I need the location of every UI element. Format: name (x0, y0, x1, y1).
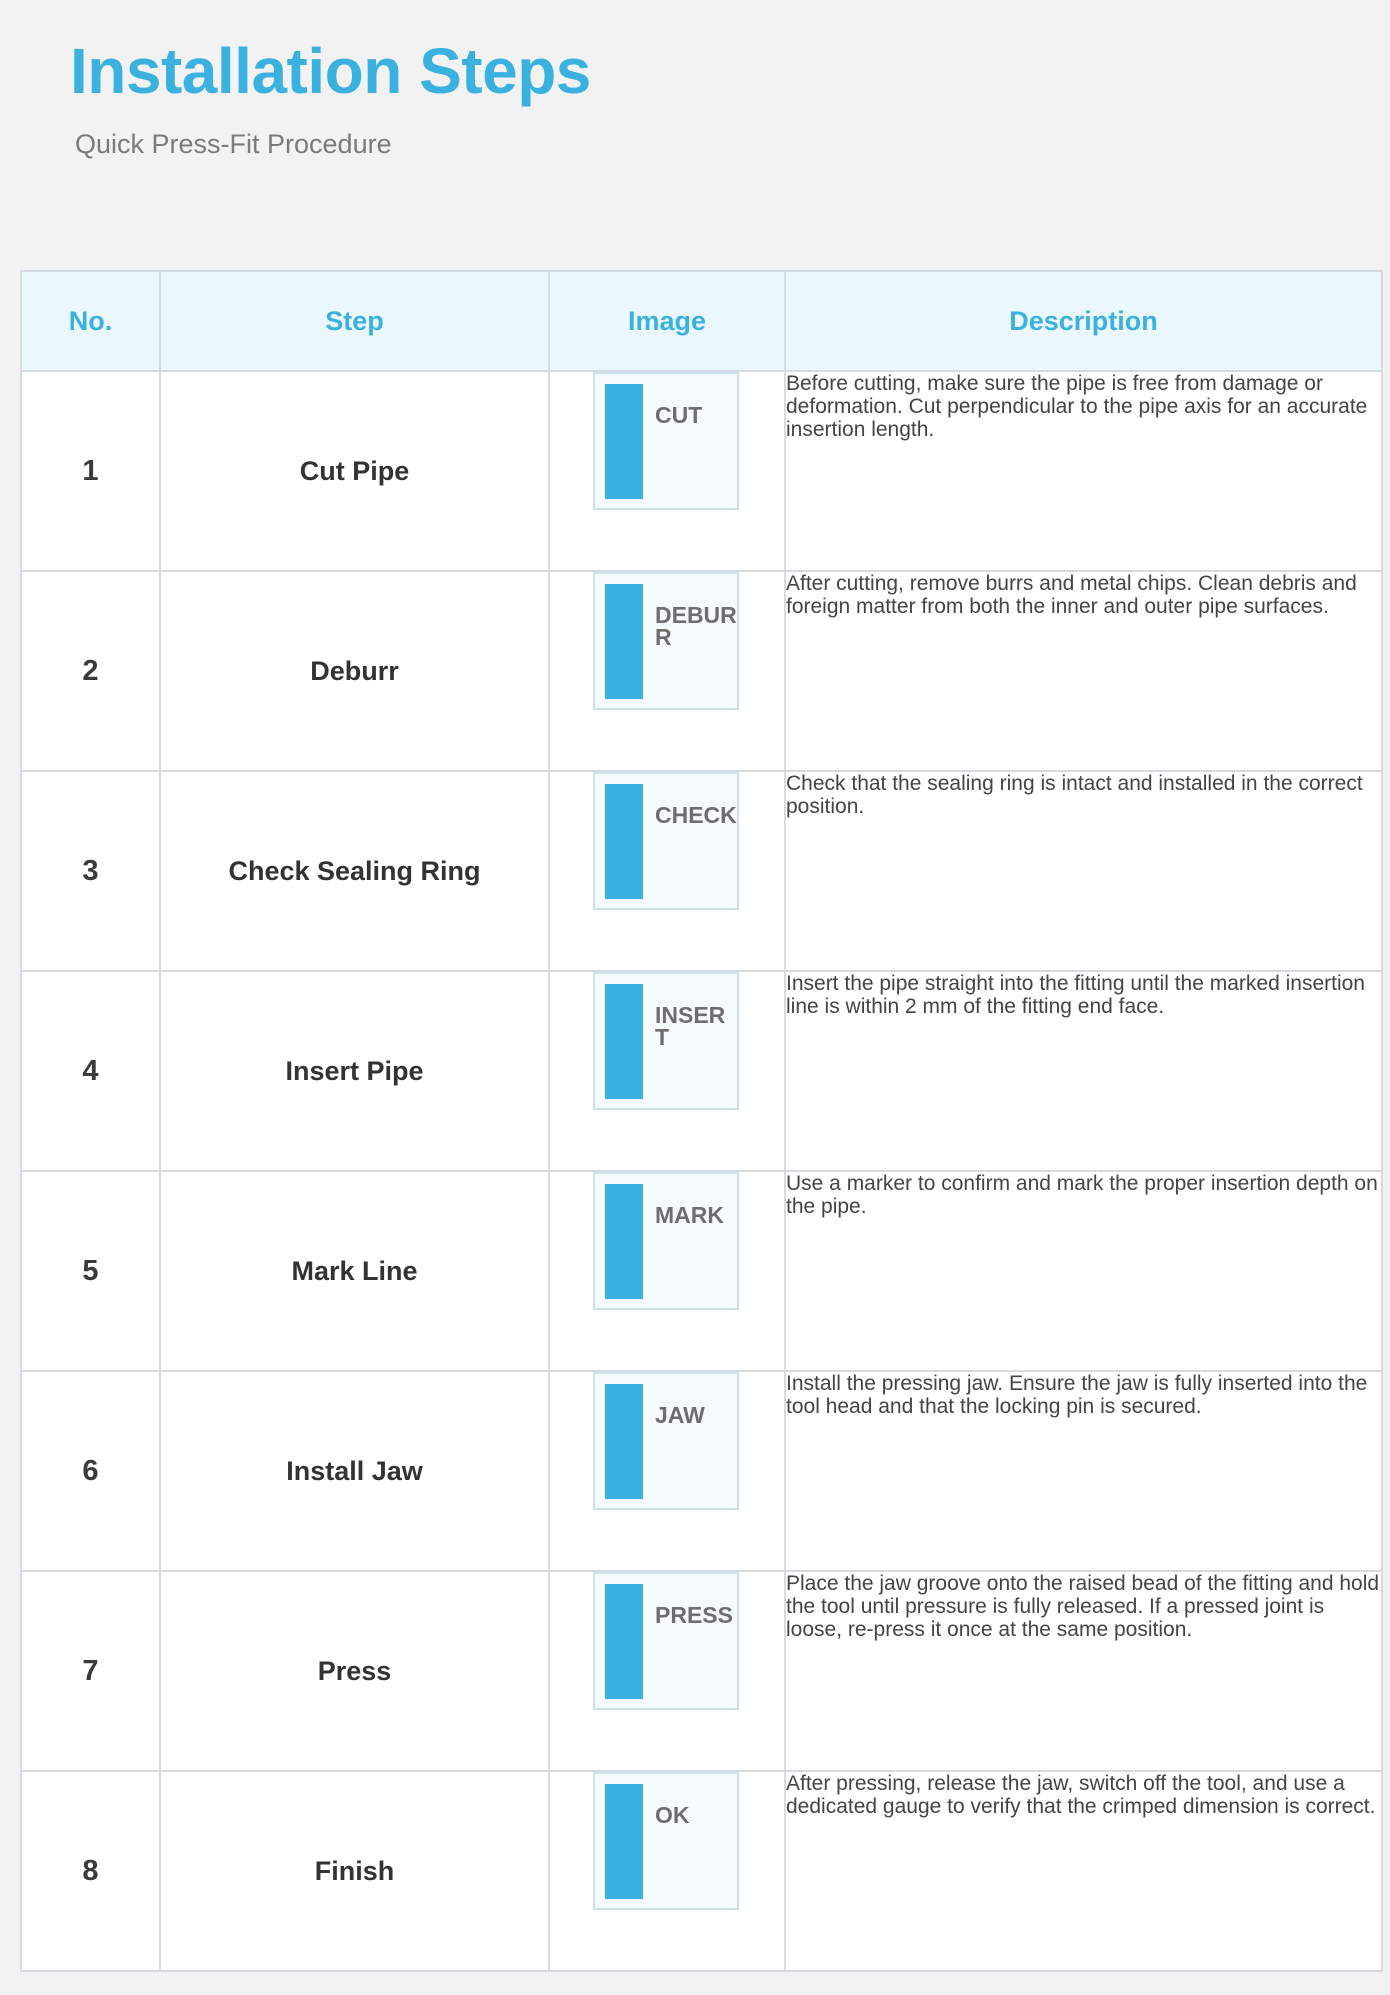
step-number: 4 (21, 971, 160, 1171)
step-image-cell (549, 571, 785, 771)
table-row (21, 1371, 1382, 1571)
step-number: 5 (21, 1171, 160, 1371)
step-description: Before cutting, make sure the pipe is free from damage or deformation. Cut perpendicular to the pipe axis for an accurate insertion length. (785, 371, 1382, 571)
step-name: Finish (160, 1771, 549, 1971)
step-image-bar (605, 1784, 643, 1899)
column-header-step: Step (160, 271, 549, 371)
step-image-bar (605, 384, 643, 499)
table-row (21, 371, 1382, 571)
table-row (21, 771, 1382, 971)
step-image-bar (605, 784, 643, 899)
step-image-placeholder (593, 1572, 739, 1710)
step-description: Install the pressing jaw. Ensure the jaw is fully inserted into the tool head and that the locking pin is secured. (785, 1371, 1382, 1571)
table-row (21, 971, 1382, 1171)
step-image-bar (605, 1184, 643, 1299)
step-image-placeholder (593, 772, 739, 910)
step-image-cell (549, 1371, 785, 1571)
page-header (70, 34, 591, 160)
table-header-row (21, 271, 1382, 371)
step-number: 3 (21, 771, 160, 971)
step-number: 2 (21, 571, 160, 771)
step-description: After cutting, remove burrs and metal chips. Clean debris and foreign matter from both the inner and outer pipe surfaces. (785, 571, 1382, 771)
step-image-cell (549, 371, 785, 571)
column-header-description: Description (785, 271, 1382, 371)
step-image-placeholder (593, 372, 739, 510)
column-header-no: No. (21, 271, 160, 371)
step-description: Check that the sealing ring is intact and installed in the correct position. (785, 771, 1382, 971)
step-name: Install Jaw (160, 1371, 549, 1571)
step-description: After pressing, release the jaw, switch off the tool, and use a dedicated gauge to verify that the crimped dimension is correct. (785, 1771, 1382, 1971)
step-image-cell (549, 771, 785, 971)
step-image-label: DEBURR (655, 602, 737, 650)
step-image-cell (549, 1771, 785, 1971)
step-description: Use a marker to confirm and mark the proper insertion depth on the pipe. (785, 1171, 1382, 1371)
step-image-label: MARK (655, 1202, 724, 1228)
step-description: Place the jaw groove onto the raised bead of the fitting and hold the tool until pressure is fully released. If a pressed joint is loose, re-press it once at the same position. (785, 1571, 1382, 1771)
step-number: 7 (21, 1571, 160, 1771)
step-image-bar (605, 1584, 643, 1699)
step-image-placeholder (593, 572, 739, 710)
table-row (21, 1771, 1382, 1971)
table-header (21, 271, 1382, 371)
step-name: Cut Pipe (160, 371, 549, 571)
table-row (21, 1171, 1382, 1371)
column-header-image: Image (549, 271, 785, 371)
step-number: 6 (21, 1371, 160, 1571)
step-image-placeholder (593, 1172, 739, 1310)
step-image-bar (605, 584, 643, 699)
step-image-cell (549, 1171, 785, 1371)
step-image-bar (605, 984, 643, 1099)
step-image-placeholder (593, 1372, 739, 1510)
step-image-label: PRESS (655, 1602, 733, 1628)
table-row (21, 1571, 1382, 1771)
step-name: Insert Pipe (160, 971, 549, 1171)
table-row (21, 571, 1382, 771)
installation-steps-table (20, 270, 1383, 1972)
step-name: Press (160, 1571, 549, 1771)
step-image-label: JAW (655, 1402, 705, 1428)
step-image-label: INSERT (655, 1002, 726, 1050)
step-name: Deburr (160, 571, 549, 771)
step-image-bar (605, 1384, 643, 1499)
step-image-cell (549, 971, 785, 1171)
page-title: Installation Steps (70, 35, 591, 107)
step-image-label: CHECK (655, 802, 737, 828)
table-body (21, 371, 1382, 1971)
step-image-label: OK (655, 1802, 690, 1828)
step-name: Check Sealing Ring (160, 771, 549, 971)
step-number: 8 (21, 1771, 160, 1971)
step-image-placeholder (593, 1772, 739, 1910)
step-number: 1 (21, 371, 160, 571)
page-subtitle: Quick Press-Fit Procedure (75, 129, 392, 159)
step-image-label: CUT (655, 402, 703, 428)
step-image-placeholder (593, 972, 739, 1110)
step-image-cell (549, 1571, 785, 1771)
step-description: Insert the pipe straight into the fitting until the marked insertion line is within 2 mm of the fitting end face. (785, 971, 1382, 1171)
step-name: Mark Line (160, 1171, 549, 1371)
